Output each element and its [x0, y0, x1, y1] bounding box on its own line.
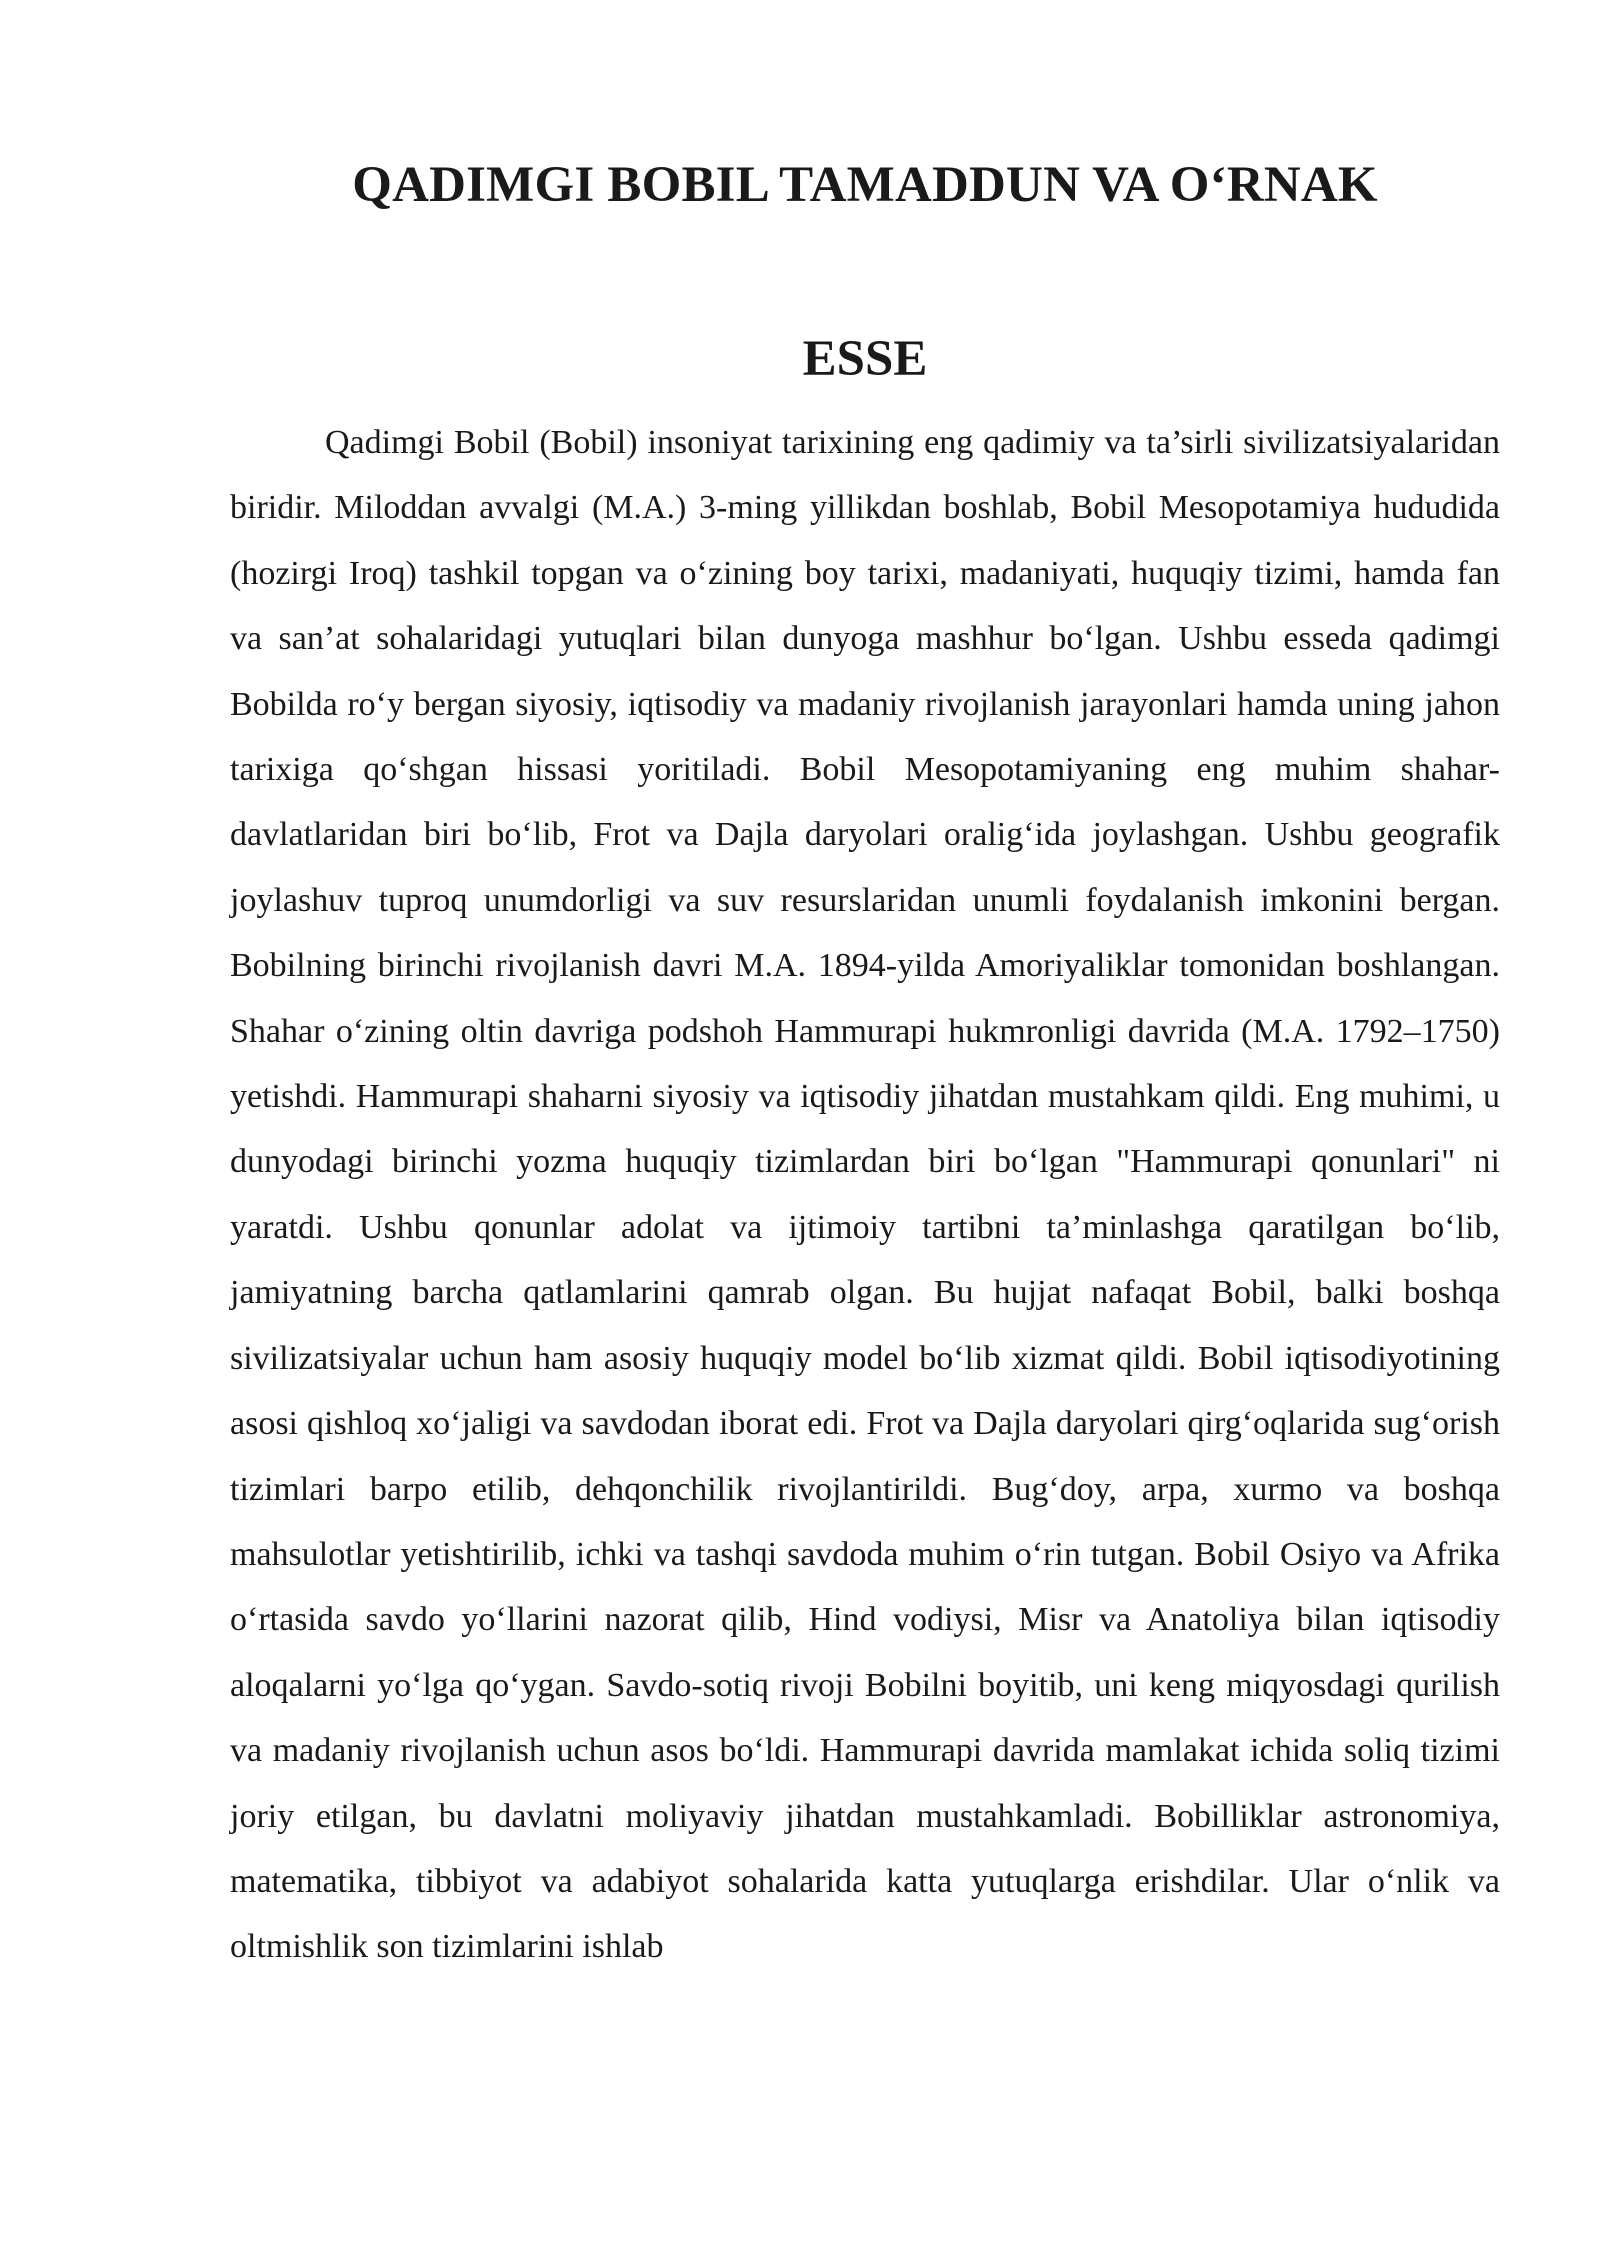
body-paragraph: Qadimgi Bobil (Bobil) insoniyat tarixining eng qadimiy va ta’sirli sivilizatsiyalaridan biridir. Miloddan avvalgi (M.A.) 3-ming yillikdan boshlab, Bobil Mesopotamiya hududida (hozirgi Iroq) tashkil topgan va o‘zining boy tarixi, madaniyati, huquqiy tizimi, hamda fan va san’at sohalaridagi yutuqlari bilan dunyoga mashhur bo‘lgan. Ushbu esseda qadimgi Bobilda ro‘y bergan siyosiy, iqtisodiy va madaniy rivojlanish jarayonlari hamda uning jahon tarixiga qo‘shgan hissasi yoritiladi. Bobil Mesopotamiyaning eng muhim shahar-davlatlaridan biri bo‘lib, Frot va Dajla daryolari oralig‘ida joylashgan. Ushbu geografik joylashuv tuproq unumdorligi va suv resurslaridan unumli foydalanish imkonini bergan. Bobilning birinchi rivojlanish davri M.A. 1894-yilda Amoriyaliklar tomonidan boshlangan. Shahar o‘zining oltin davriga podshoh Hammurapi hukmronligi davrida (M.A. 1792–1750) yetishdi. Hammurapi shaharni siyosiy va iqtisodiy jihatdan mustahkam qildi. Eng muhimi, u dunyodagi birinchi yozma huquqiy tizimlardan biri bo‘lgan "Hammurapi qonunlari" ni yaratdi. Ushbu qonunlar adolat va ijtimoiy tartibni ta’minlashga qaratilgan bo‘lib, jamiyatning barcha qatlamlarini qamrab olgan. Bu hujjat nafaqat Bobil, balki boshqa sivilizatsiyalar uchun ham asosiy huquqiy model bo‘lib xizmat qildi. Bobil iqtisodiyotining asosi qishloq xo‘jaligi va savdodan iborat edi. Frot va Dajla daryolari qirg‘oqlarida sug‘orish tizimlari barpo etilib, dehqonchilik rivojlantirildi. Bug‘doy, arpa, xurmo va boshqa mahsulotlar yetishtirilib, ichki va tashqi savdoda muhim o‘rin tutgan. Bobil Osiyo va Afrika o‘rtasida savdo yo‘llarini nazorat qilib, Hind vodiysi, Misr va Anatoliya bilan iqtisodiy aloqalarni yo‘lga qo‘ygan. Savdo-sotiq rivoji Bobilni boyitib, uni keng miqyosdagi qurilish va madaniy rivojlanish uchun asos bo‘ldi. Hammurapi davrida mamlakat ichida soliq tizimi joriy etilgan, bu davlatni moliyaviy jihatdan mustahkamladi. Bobilliklar astronomiya, matematika, tibbiyot va adabiyot sohalarida katta yutuqlarga erishdilar. Ular o‘nlik va oltmishlik son tizimlarini ishlab — [230, 424, 1500, 1966]
document-title: QADIMGI BOBIL TAMADDUN VA O‘RNAK — [352, 157, 1378, 213]
document-subtitle: ESSE — [802, 331, 928, 387]
